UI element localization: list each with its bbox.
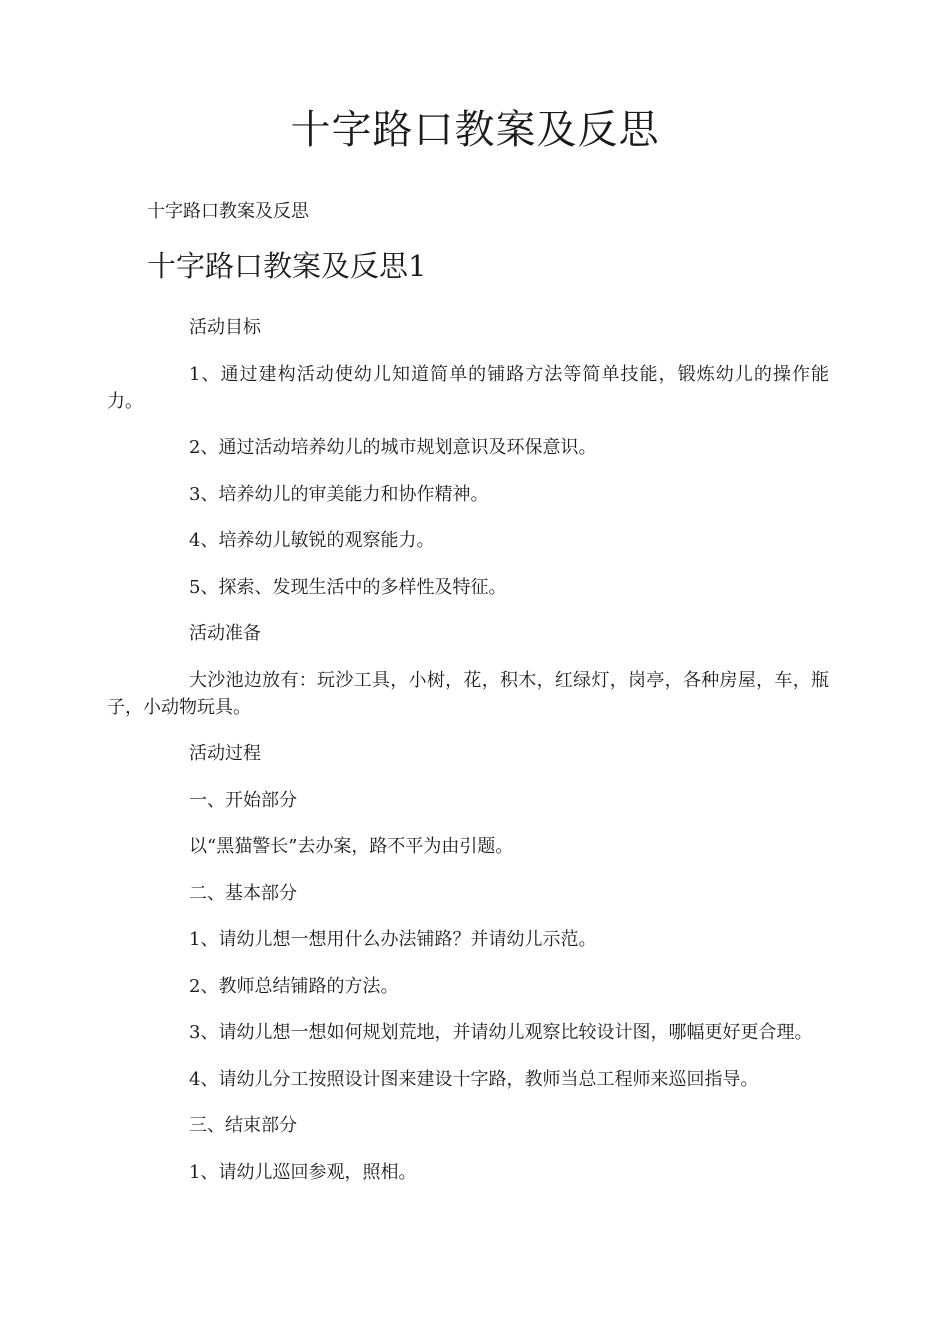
paragraph-activity-process: 活动过程 bbox=[189, 743, 261, 764]
paragraph-part-end: 三、结束部分 bbox=[189, 1115, 297, 1136]
paragraph-goal-2: 2、通过活动培养幼儿的城市规划意识及环保意识。 bbox=[189, 437, 597, 458]
paragraph-start-detail: 以“黑猫警长”去办案，路不平为由引题。 bbox=[189, 836, 514, 857]
paragraph-goal-4: 4、培养幼儿敏锐的观察能力。 bbox=[189, 530, 435, 551]
paragraph-goal-3: 3、培养幼儿的审美能力和协作精神。 bbox=[189, 483, 489, 505]
paragraph-basic-4: 4、请幼儿分工按照设计图来建设十字路，教师当总工程师来巡回指导。 bbox=[189, 1068, 759, 1090]
paragraph-activity-goals: 活动目标 bbox=[189, 317, 261, 338]
section-heading: 十字路口教案及反思1 bbox=[147, 249, 427, 283]
document-body bbox=[107, 314, 829, 1205]
paragraph-goal-5: 5、探索、发现生活中的多样性及特征。 bbox=[189, 576, 507, 598]
paragraph-basic-3: 3、请幼儿想一想如何规划荒地，并请幼儿观察比较设计图，哪幅更好更合理。 bbox=[189, 1022, 813, 1043]
paragraph-basic-1: 1、请幼儿想一想用什么办法铺路？并请幼儿示范。 bbox=[189, 929, 597, 950]
paragraph-end-1: 1、请幼儿巡回参观，照相。 bbox=[189, 1161, 417, 1183]
paragraph-goal-1: 1、通过建构活动使幼儿知道简单的铺路方法等简单技能，锻炼幼儿的操作能力。 bbox=[107, 363, 829, 412]
paragraph-basic-2: 2、教师总结铺路的方法。 bbox=[189, 975, 399, 997]
paragraph-part-start: 一、开始部分 bbox=[189, 789, 297, 811]
document-subtitle: 十字路口教案及反思 bbox=[147, 201, 309, 222]
paragraph-activity-preparation: 活动准备 bbox=[189, 623, 261, 644]
document-title: 十字路口教案及反思 bbox=[290, 107, 660, 153]
paragraph-part-basic: 二、基本部分 bbox=[189, 882, 297, 904]
paragraph-preparation-detail: 大沙池边放有：玩沙工具，小树，花，积木，红绿灯，岗亭，各种房屋，车，瓶子，小动物玩具。 bbox=[107, 669, 829, 718]
